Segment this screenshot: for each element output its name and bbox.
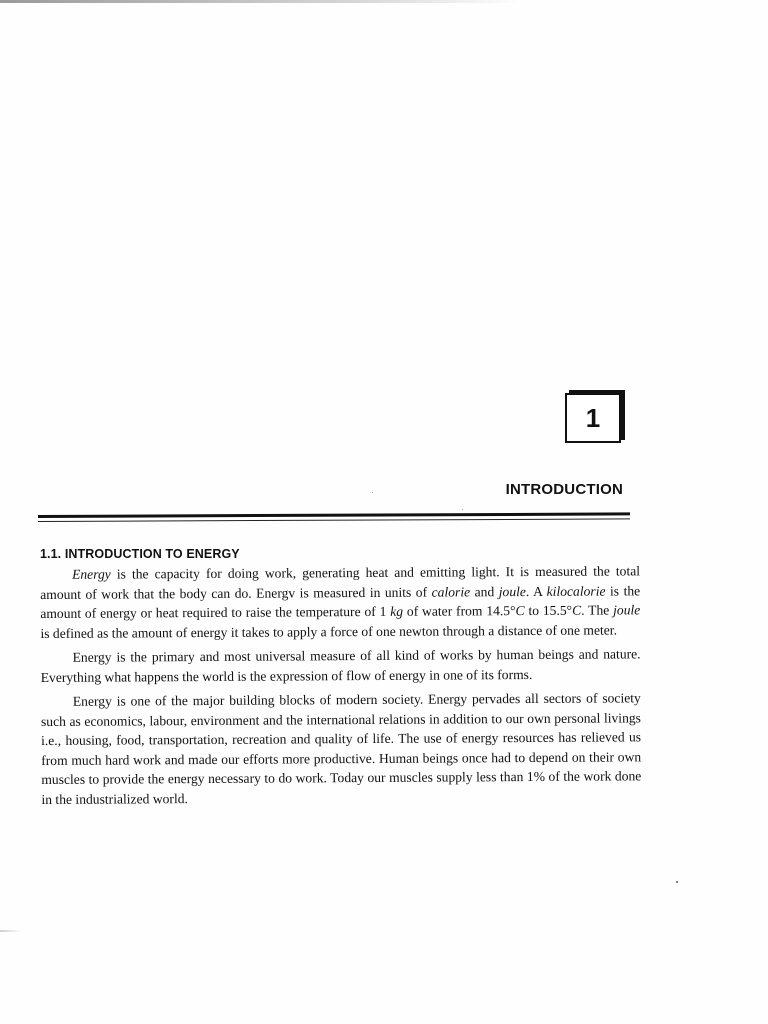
scan-top-edge [0, 0, 520, 3]
text-run: Energy is one of the major building blocks of modern society. Energy pervades all sectors of society such as economics, labour, environment and the international relations in addition to our own personal livings i.e., housing, food, transportation, recreation and quality of life. The use of energy resources has relieved us from much hard work and made our efforts more productive. Human beings once had to depend on their own muscles to provide the energy necessary to do work. Today our muscles supply less than 1% of the work done in the industrialized world. [40, 690, 642, 807]
section-heading: 1.1. INTRODUCTION TO ENERGY [40, 547, 240, 561]
chapter-number: 1 [585, 403, 601, 433]
chapter-rule-thin [38, 518, 630, 522]
scan-smudge [0, 930, 22, 932]
chapter-rule-thick [38, 512, 630, 518]
scan-speck [462, 509, 463, 510]
text-run: . A [525, 583, 547, 599]
text-run: is the amount of energy or heat required to raise the temperature of 1 [40, 582, 641, 621]
text-run: is defined as the amount of energy it takes to apply a force of one newton through a distance of one meter. [40, 621, 617, 641]
chapter-number-box [565, 393, 621, 443]
italic-term: kilocalorie [546, 583, 606, 599]
italic-term: calorie [431, 583, 471, 600]
body-paragraph [41, 688, 642, 809]
italic-term: C [572, 602, 582, 618]
chapter-title: INTRODUCTION [505, 481, 623, 498]
scan-speck [372, 492, 373, 493]
italic-term: joule [613, 602, 641, 618]
text-run: Energy is the primary and most universal measure of all kind of works by human beings and nature. Everything what happens the world is the expression of flow of energy in one of its forms. [40, 646, 641, 685]
body-paragraph [40, 561, 640, 643]
text-run: is the capacity for doing work, generating heat and emitting light. It is measured the total amount of work that the body can do. Energv is measured in units of [40, 563, 641, 602]
text-run: of water from 14.5° [402, 603, 516, 619]
italic-term: kg [390, 603, 404, 619]
italic-term: C [515, 603, 525, 619]
text-run: . The [581, 602, 614, 618]
text-run: to 15.5° [524, 602, 573, 619]
scan-speck [676, 881, 678, 883]
text-run: and [470, 583, 499, 599]
italic-term: Energy [72, 566, 111, 582]
italic-term: joule [498, 583, 526, 599]
section-body [40, 561, 642, 814]
body-paragraph [41, 644, 641, 687]
